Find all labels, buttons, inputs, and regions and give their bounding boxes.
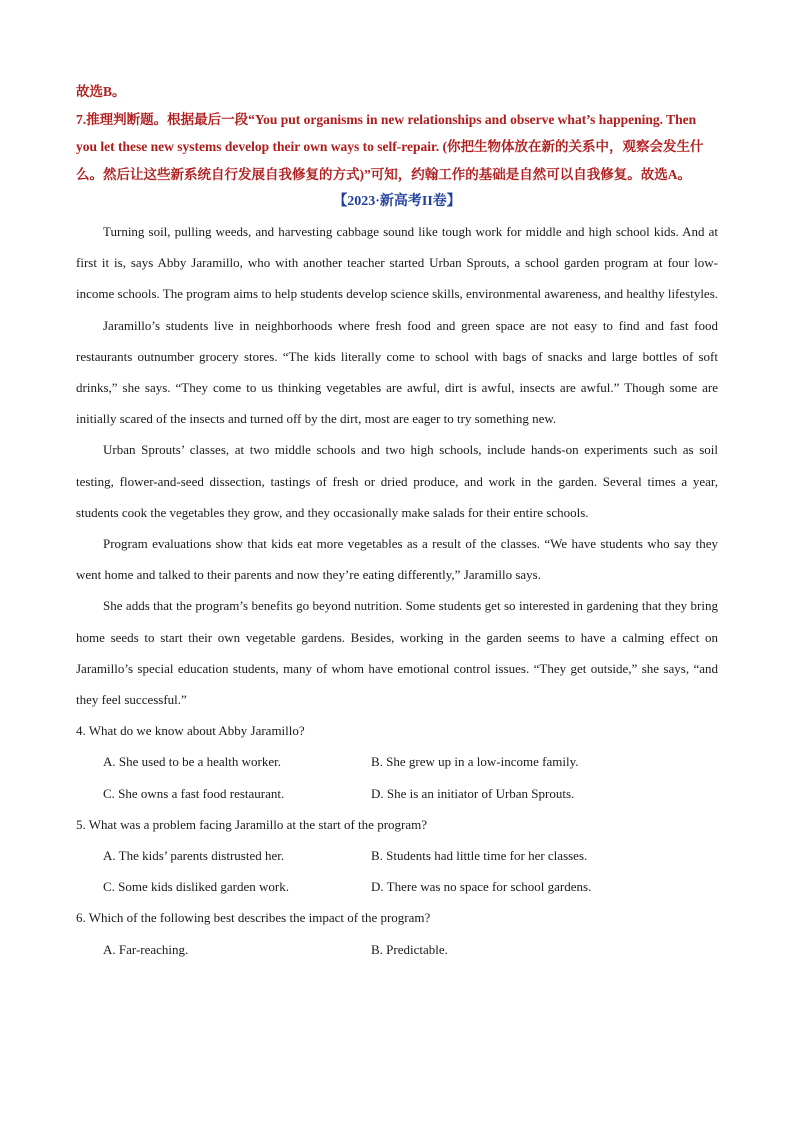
option-b: B. She grew up in a low-income family. (371, 754, 579, 770)
option-d: D. There was no space for school gardens. (371, 879, 592, 895)
option-row (76, 746, 718, 777)
option-b: B. Predictable. (371, 941, 448, 957)
option-c: C. She owns a fast food restaurant. (103, 785, 285, 801)
question-stem: 4. What do we know about Abby Jaramillo? (76, 723, 305, 739)
option-a: A. The kids’ parents distrusted her. (103, 848, 285, 864)
passage-paragraph: Turning soil, pulling weeds, and harvesting cabbage sound like tough work for middle and high school kids. And at first it is, says Abby Jaramillo, who with another teacher started Urban Sprouts, a school garden program at four low-income schools. The program aims to help students develop science skills, environmental awareness, and healthy lifestyles. (76, 224, 719, 302)
option-c: C. Some kids disliked garden work. (103, 879, 289, 895)
question-5 (76, 809, 718, 903)
answer-line: 故选B。 (76, 84, 126, 99)
option-b: B. Students had little time for her classes. (371, 848, 588, 864)
passage-paragraph: She adds that the program’s benefits go beyond nutrition. Some students get so interested in gardening that they bring home seeds to start their own vegetable gardens. Besides, working in the garden seems to have a calming effect on Jaramillo’s special education students, many of whom have emotional control issues. “They get outside,” she says, “and they feel successful.” (76, 598, 718, 708)
question-stem: 6. Which of the following best describes the impact of the program? (76, 910, 431, 926)
option-a: A. Far-reaching. (103, 941, 189, 957)
page-content (76, 78, 718, 965)
passage-paragraph: Urban Sprouts’ classes, at two middle schools and two high schools, include hands-on experiments such as soil testing, flower-and-seed dissection, tastings of fresh or dried produce, and work in the garden. Several times a year, students cook the vegetables they grow, and they occasionally make salads for their entire schools. (76, 442, 718, 520)
option-row (76, 840, 718, 871)
q7-explanation: 7.推理判断题。根据最后一段“You put organisms in new relationships and observe what’s happening. Then you let these new systems develop their own ways to self-repair. (你把生物体放在新的关系中，观察会发生什么。然后让这些新系统自行发展自我修复的方式)”可知，约翰工作的基础是自然可以自我修复。故选A。 (76, 111, 704, 182)
option-row (76, 871, 718, 902)
previous-answer-block (76, 78, 718, 188)
reading-passage (76, 216, 718, 715)
option-d: D. She is an initiator of Urban Sprouts. (371, 785, 575, 801)
question-stem: 5. What was a problem facing Jaramillo at the start of the program? (76, 816, 427, 832)
passage-paragraph: Jaramillo’s students live in neighborhoods where fresh food and green space are not easy to find and fast food restaurants outnumber grocery stores. “The kids literally come to school with bags of snacks and large bottles of soft drinks,” she says. “They come to us thinking vegetables are awful, dirt is awful, insects are awful.” Though some are initially scared of the insects and turned off by the dirt, most are eager to try something new. (76, 317, 718, 427)
question-4 (76, 715, 718, 809)
option-row (76, 778, 718, 809)
option-row (76, 934, 718, 965)
question-6 (76, 902, 718, 964)
passage-paragraph: Program evaluations show that kids eat more vegetables as a result of the classes. “We have students who say they went home and talked to their parents and now they’re eating differently,” Jaramillo says. (76, 536, 718, 583)
section-title: 【2023·新高考II卷】 (333, 194, 461, 209)
option-a: A. She used to be a health worker. (103, 754, 281, 770)
